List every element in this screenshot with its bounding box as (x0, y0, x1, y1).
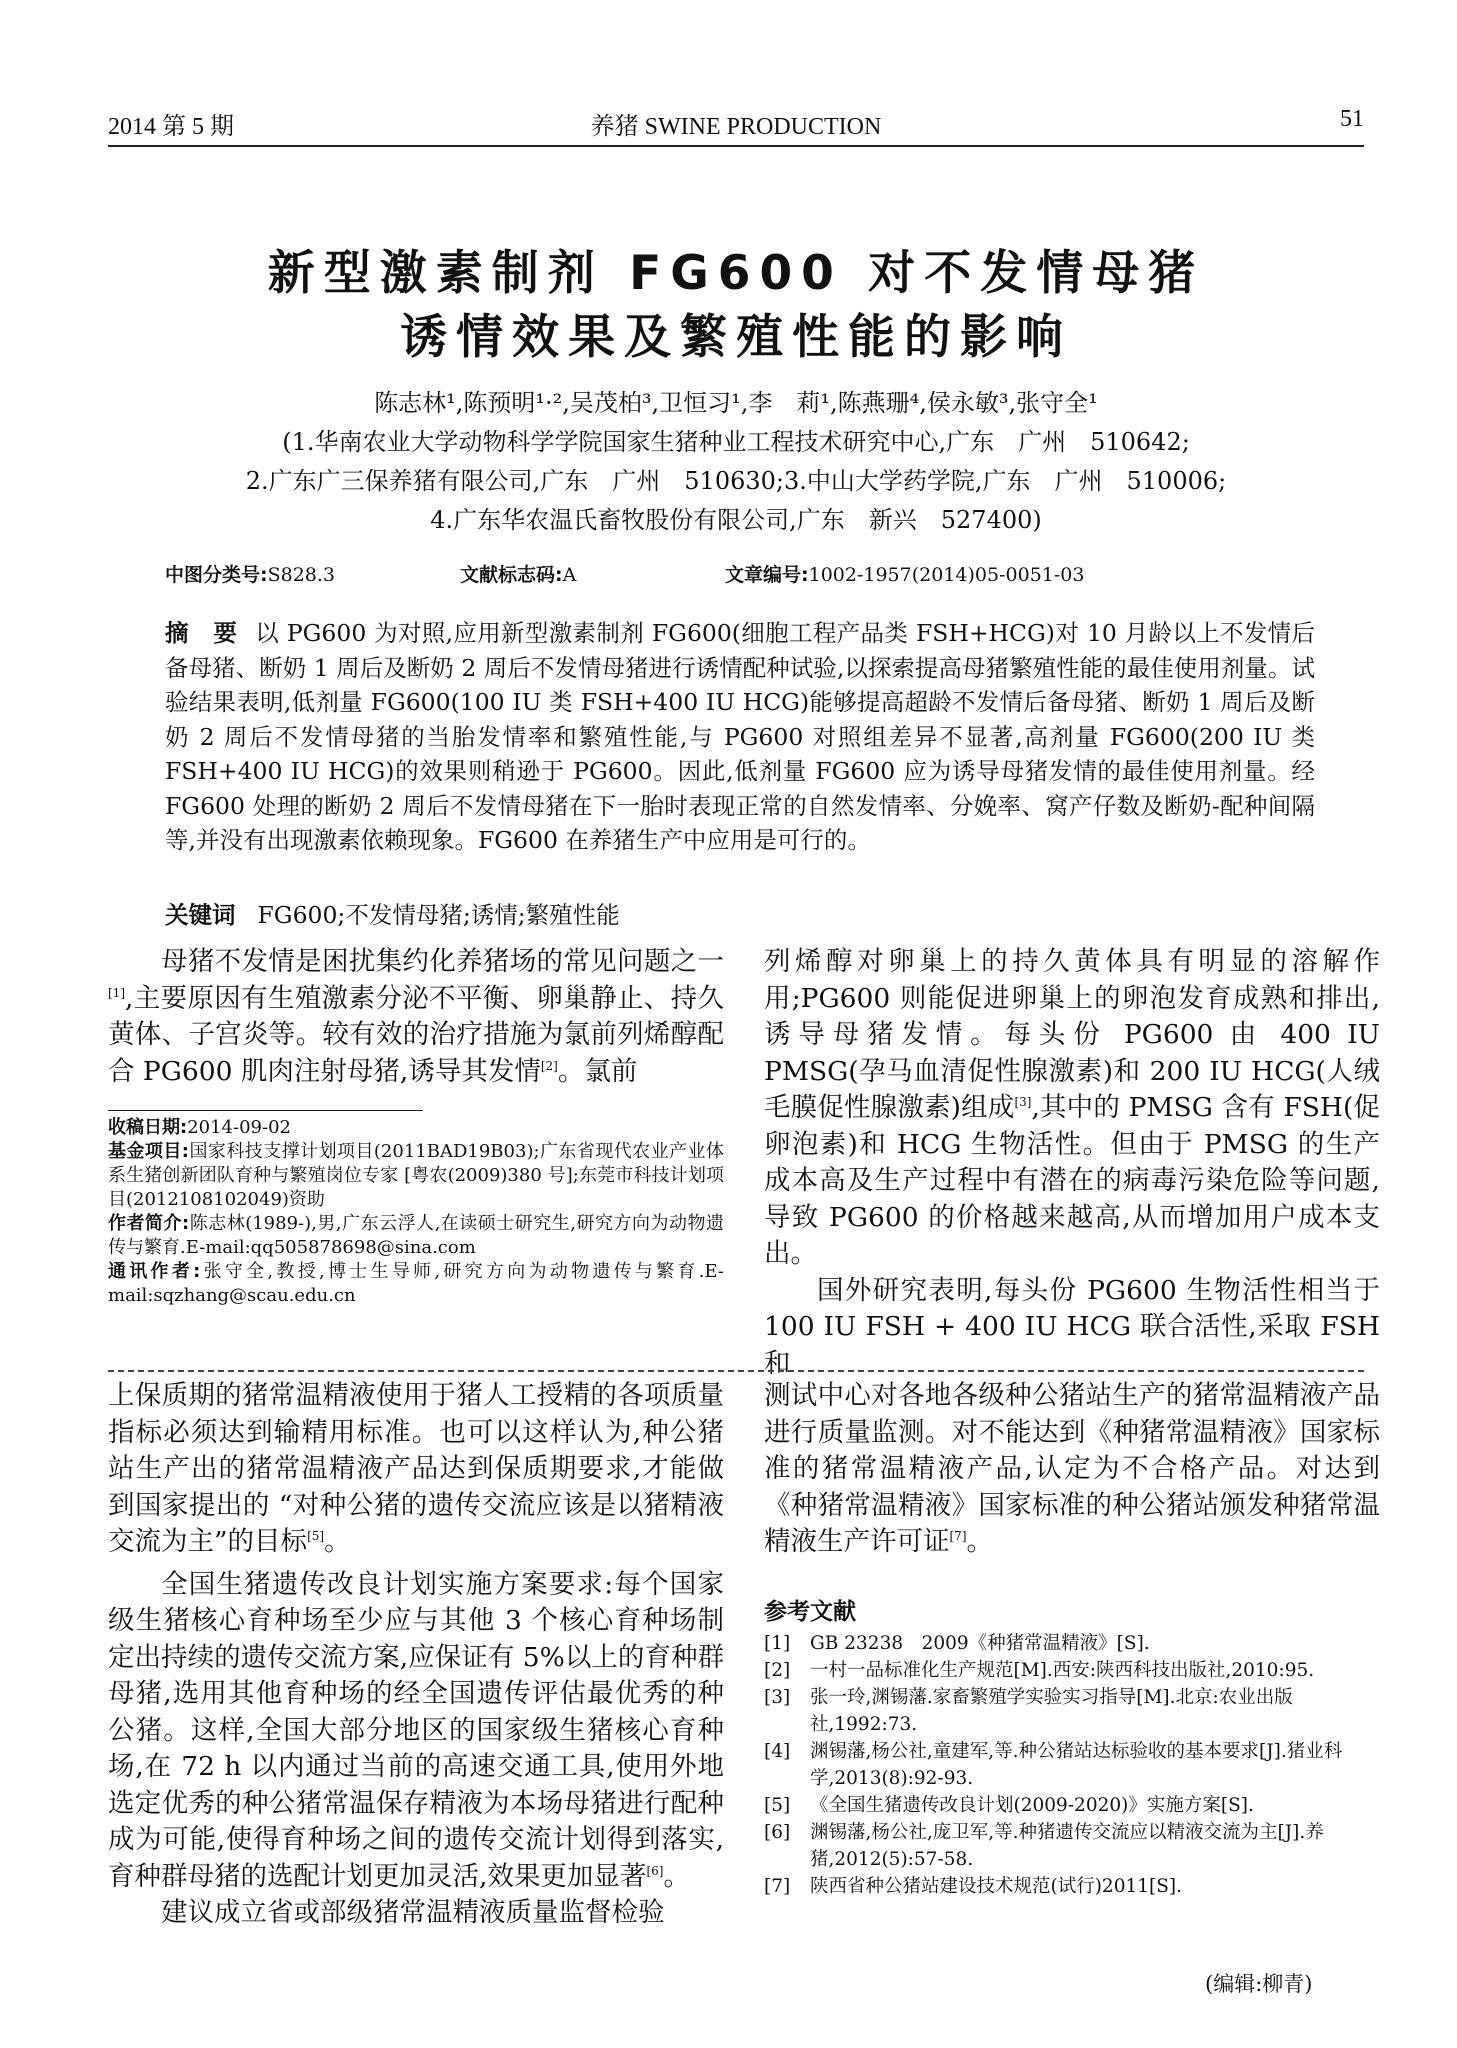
references-heading: 参考文献 (764, 1599, 856, 1625)
body-paragraph: 列烯醇对卵巢上的持久黄体具有明显的溶解作用;PG600 则能促进卵巢上的卵泡发育成熟和排出,诱导母猪发情。每头份 PG600 由 400 IU PMSG(孕马血清促性腺激素)和 200 IU HCG(人绒毛膜促性腺激素)组成[3],其中的 PMSG 含有 FSH(促卵泡素)和 HCG 生物活性。但由于 PMSG 的生产成本高及生产过程中有潜在的病毒污染危险等问题,导致 PG600 的价格越来越高,从而增加用户成本支出。 (764, 946, 1380, 1269)
body-paragraph: 全国生猪遗传改良计划实施方案要求:每个国家级生猪核心育种场至少应与其他 3 个核心育种场制定出持续的遗传交流方案,应保证有 5%以上的育种群母猪,选用其他育种场的经全国遗传评估最优秀的种公猪。这样,全国大部分地区的国家级生猪核心育种场,在 72 h 以内通过当前的高速交通工具,使用外地选定优秀的种公猪常温保存精液为本场母猪进行配种成为可能,使得育种场之间的遗传交流计划得到落实,育种群母猪的选配计划更加灵活,效果更加显著[6]。 (108, 1568, 724, 1892)
article-title-line2: 诱情效果及繁殖性能的影响 (400, 310, 1072, 365)
footnotes (108, 1116, 724, 1308)
body-left-column-top (108, 944, 724, 1094)
body-paragraph: 测试中心对各地各级种公猪站生产的猪常温精液产品进行质量监测。对不能达到《种猪常温精液》国家标准的猪常温精液产品,认定为不合格产品。对达到《种猪常温精液》国家标准的种公猪站颁发种猪常温精液生产许可证[7]。 (764, 1380, 1380, 1557)
reference-item: [5] 《全国生猪遗传改良计划(2009-2020)》实施方案[S]. (764, 1795, 1254, 1816)
author-list: 陈志林¹,陈预明¹·²,吴茂柏³,卫恒习¹,李 莉¹,陈燕珊⁴,侯永敏³,张守全¹ (374, 389, 1098, 417)
classification-meta (165, 560, 1315, 588)
fund-info: 基金项目:国家科技支撑计划项目(2011BAD19B03);广东省现代农业产业体系生猪创新团队育种与繁殖岗位专家 [粤农(2009)380 号];东莞市科技计划项目(2012108102049)资助 (108, 1141, 724, 1210)
keywords-label: 关键词 (165, 901, 236, 929)
citation[interactable]: [2] (540, 1058, 558, 1073)
body-paragraph: 国外研究表明,每头份 PG600 生物活性相当于 100 IU FSH + 400 IU HCG 联合活性,采取 FSH 和 (764, 1274, 1380, 1379)
author-bio: 作者简介:陈志林(1989-),男,广东云浮人,在读硕士研究生,研究方向为动物遗传与繁育.E-mail:qq505878698@sina.com (108, 1213, 724, 1258)
issue-label: 2014 第 5 期 (108, 114, 234, 140)
page-number: 51 (1340, 106, 1364, 132)
abstract-label: 摘 要 (165, 619, 246, 647)
body-left-column-bottom (108, 1378, 724, 2018)
body-paragraph: 建议成立省或部级猪常温精液质量监督检验 (161, 1897, 665, 1928)
body-right-column-top (764, 944, 1380, 1379)
keywords (165, 896, 1315, 930)
article-title-line1: 新型激素制剂 FG600 对不发情母猪 (267, 246, 1205, 301)
abstract-text: 以 PG600 为对照,应用新型激素制剂 FG600(细胞工程产品类 FSH+HCG)对 10 月龄以上不发情后备母猪、断奶 1 周后及断奶 2 周后不发情母猪进行诱情配种试验,以探索提高母猪繁殖性能的最佳使用剂量。试验结果表明,低剂量 FG600(100 IU 类 FSH+400 IU HCG)能够提高超龄不发情后备母猪、断奶 1 周后及断奶 2 周后不发情母猪的当胎发情率和繁殖性能,与 PG600 对照组差异不显著,高剂量 FG600(200 IU 类 FSH+400 IU HCG)的效果则稍逊于 PG600。因此,低剂量 FG600 应为诱导母猪发情的最佳使用剂量。经 FG600 处理的断奶 2 周后不发情母猪在下一胎时表现正常的自然发情率、分娩率、窝产仔数及断奶-配种间隔等,并没有出现激素依赖现象。FG600 在养猪生产中应用是可行的。 (165, 619, 1315, 854)
reference-item: [3] 张一玲,渊锡藩.家畜繁殖学实验实习指导[M].北京:农业出版社,1992:73. (764, 1687, 1293, 1735)
editor-credit: (编辑:柳青) (1205, 1972, 1313, 1996)
reference-item: [2] 一村一品标准化生产规范[M].西安:陕西科技出版社,2010:95. (764, 1660, 1315, 1681)
body-right-column-bottom (764, 1378, 1380, 1578)
reference-item: [1] GB 23238 2009《种猪常温精液》[S]. (764, 1633, 1150, 1654)
citation[interactable]: [3] (1014, 1095, 1032, 1110)
document-code: 文献标志码:A (460, 564, 577, 586)
abstract (165, 616, 1315, 858)
section-separator (108, 1370, 1364, 1372)
header-rule (108, 145, 1364, 147)
running-header (108, 106, 1364, 140)
reference-item: [4] 渊锡藩,杨公社,童建军,等.种公猪站达标验收的基本要求[J].猪业科学,2013(8):92-93. (764, 1741, 1343, 1789)
citation[interactable]: [1] (108, 985, 125, 1000)
citation[interactable]: [7] (949, 1529, 967, 1544)
affiliation-line: 4.广东华农温氏畜牧股份有限公司,广东 新兴 527400) (430, 506, 1042, 534)
reference-list (764, 1630, 1380, 1900)
received-date: 收稿日期:2014-09-02 (108, 1117, 291, 1138)
citation[interactable]: [5] (307, 1529, 325, 1544)
affiliation-line: (1.华南农业大学动物科学学院国家生猪种业工程技术研究中心,广东 广州 510642; (282, 428, 1190, 456)
clc-code: 中图分类号:S828.3 (165, 564, 336, 586)
reference-item: [7] 陕西省种公猪站建设技术规范(试行)2011[S]. (764, 1876, 1183, 1897)
article-number: 文章编号:1002-1957(2014)05-0051-03 (725, 564, 1085, 586)
corresponding-author: 通讯作者:张守全,教授,博士生导师,研究方向为动物遗传与繁育.E-mail:sqzhang@scau.edu.cn (108, 1261, 724, 1306)
footnote-rule (108, 1110, 423, 1111)
affiliation-line: 2.广东广三保养猪有限公司,广东 广州 510630;3.中山大学药学院,广东 广州 510006; (245, 467, 1227, 495)
body-paragraph: 母猪不发情是困扰集约化养猪场的常见问题之一[1],主要原因有生殖激素分泌不平衡、卵巢静止、持久黄体、子宫炎等。较有效的治疗措施为氯前列烯醇配合 PG600 肌肉注射母猪,诱导其发情[2]。氯前 (108, 946, 724, 1087)
journal-name: 养猪 SWINE PRODUCTION (590, 114, 882, 140)
reference-item: [6] 渊锡藩,杨公社,庞卫军,等.种猪遗传交流应以精液交流为主[J].养猪,2012(5):57-58. (764, 1822, 1324, 1870)
keywords-text: FG600;不发情母猪;诱情;繁殖性能 (257, 901, 620, 929)
body-paragraph: 上保质期的猪常温精液使用于猪人工授精的各项质量指标必须达到输精用标准。也可以这样认为,种公猪站生产出的猪常温精液产品达到保质期要求,才能做到国家提出的 “对种公猪的遗传交流应该是以猪精液交流为主”的目标[5]。 (108, 1380, 724, 1557)
citation[interactable]: [6] (646, 1863, 664, 1878)
